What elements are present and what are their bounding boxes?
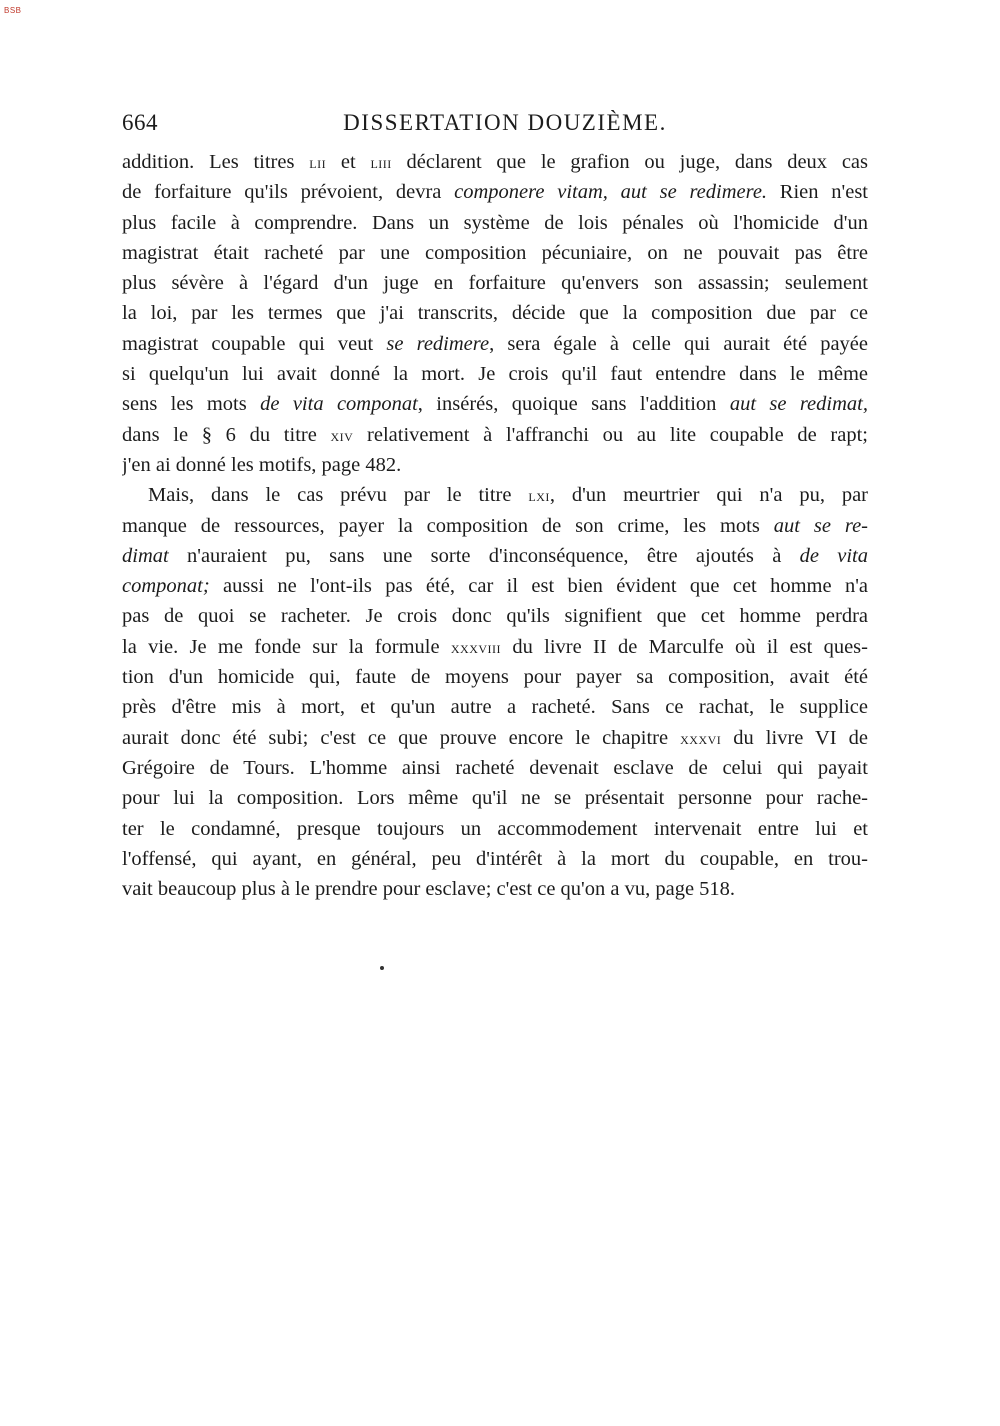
text-line: ter le condamné, presque toujours un accommodement intervenait entre lui et [122, 817, 868, 840]
text-line: dans le § 6 du titre xiv relativement à l'affranchi ou au lite coupable de rapt; [122, 423, 868, 446]
text-line: Mais, dans le cas prévu par le titre lxi, d'un meurtrier qui n'a pu, par [148, 484, 868, 507]
text-line: j'en ai donné les motifs, page 482. [122, 453, 402, 476]
body-text [122, 147, 868, 904]
text-line: près d'être mis à mort, et qu'un autre a racheté. Sans ce rachat, le supplice [122, 696, 868, 719]
page-header [122, 110, 868, 144]
text-line: componat; aussi ne l'ont-ils pas été, car il est bien évident que cet homme n'a [122, 575, 868, 598]
text-line: sens les mots de vita componat, insérés, quoique sans l'addition aut se redimat, [122, 393, 868, 416]
text-line: plus sévère à l'égard d'un juge en forfaiture qu'envers son assassin; seulement [122, 272, 868, 295]
library-stamp: BSB [4, 6, 22, 15]
text-line: magistrat coupable qui veut se redimere, sera égale à celle qui aurait été payée [122, 332, 868, 355]
text-line: la loi, par les termes que j'ai transcrits, décide que la composition due par ce [122, 302, 868, 325]
text-line: Grégoire de Tours. L'homme ainsi racheté devenait esclave de celui qui payait [122, 756, 868, 779]
text-line: plus facile à comprendre. Dans un système de lois pénales où l'homicide d'un [122, 211, 868, 234]
text-line: pas de quoi se racheter. Je crois donc qu'ils signifient que cet homme perdra [122, 605, 868, 628]
ink-speck [380, 966, 384, 970]
text-line: addition. Les titres lii et liii déclarent que le grafion ou juge, dans deux cas [122, 151, 868, 173]
text-line: tion d'un homicide qui, faute de moyens pour payer sa composition, avait été [122, 666, 868, 689]
text-line: si quelqu'un lui avait donné la mort. Je crois qu'il faut entendre dans le même [122, 363, 868, 386]
text-line: de forfaiture qu'ils prévoient, devra componere vitam, aut se redimere. Rien n'est [122, 181, 868, 204]
page-number: 664 [122, 110, 158, 135]
text-line: l'offensé, qui ayant, en général, peu d'intérêt à la mort du coupable, en trou- [122, 847, 868, 870]
text-line: la vie. Je me fonde sur la formule xxxviii du livre II de Marculfe où il est ques- [122, 635, 868, 658]
text-line: dimat n'auraient pu, sans une sorte d'inconséquence, être ajoutés à de vita [122, 544, 868, 567]
text-line: magistrat était racheté par une composition pécuniaire, on ne pouvait pas être [122, 241, 868, 264]
text-line: pour lui la composition. Lors même qu'il ne se présentait personne pour rache- [122, 787, 868, 810]
running-title: DISSERTATION DOUZIÈME. [343, 110, 667, 135]
text-line: vait beaucoup plus à le prendre pour esclave; c'est ce qu'on a vu, page 518. [122, 878, 736, 901]
text-line: manque de ressources, payer la composition de son crime, les mots aut se re- [122, 514, 868, 537]
text-line: aurait donc été subi; c'est ce que prouve encore le chapitre xxxvi du livre VI de [122, 726, 868, 749]
